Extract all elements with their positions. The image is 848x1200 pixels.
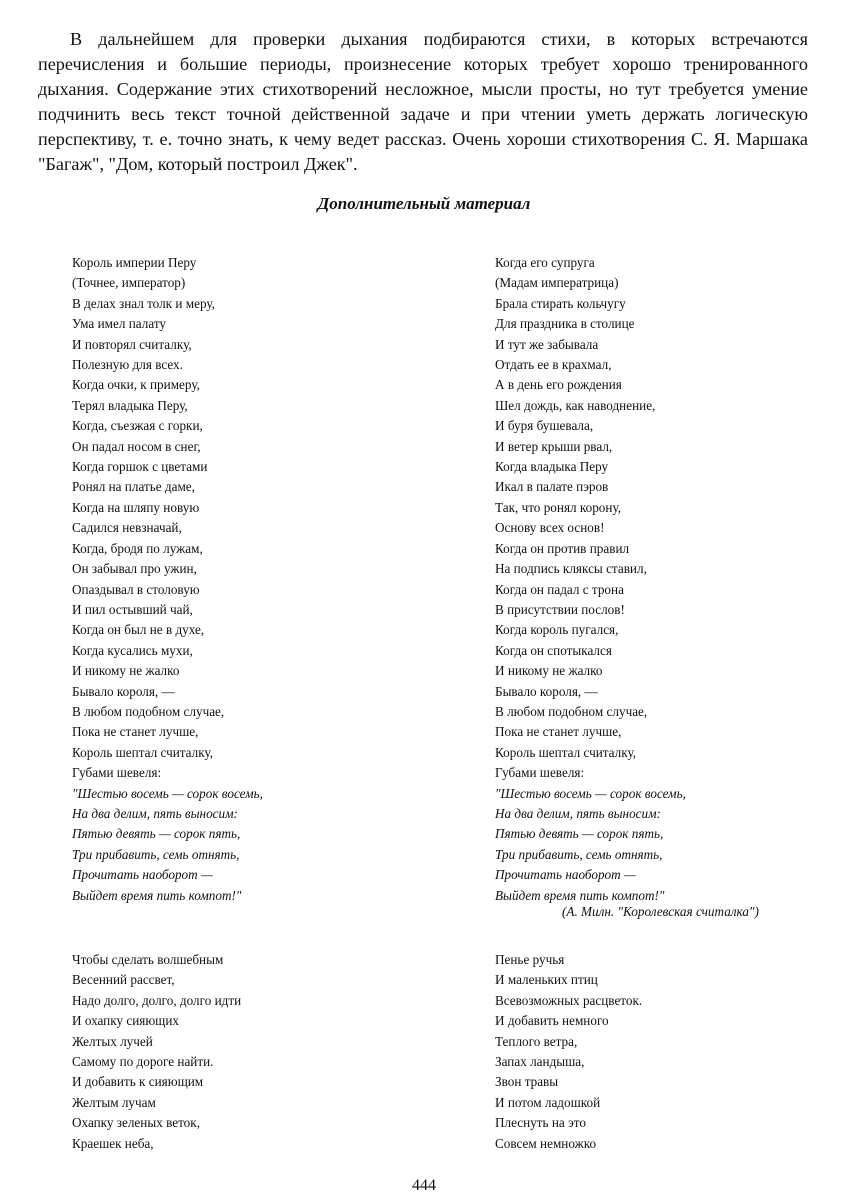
poem-line: Король шептал считалку, <box>495 744 637 760</box>
poem-line: И пил остывший чай, <box>72 601 193 617</box>
poem-line: Когда, бродя по лужам, <box>72 540 203 556</box>
poem-line: Совсем немножко <box>495 1135 597 1151</box>
poem-line: И повторял считалку, <box>72 336 192 352</box>
poem-line: Три прибавить, семь отнять, <box>72 846 240 862</box>
poem-line: Пенье ручья <box>495 952 565 967</box>
poem1-right-column <box>495 253 686 906</box>
poem-line: Когда, съезжая с горки, <box>72 418 203 434</box>
poem-line: И тут же забывала <box>495 336 599 352</box>
poem-line: Опаздывал в столовую <box>72 581 200 597</box>
poem-attribution: (А. Милн. "Королевская считалка") <box>562 904 759 919</box>
poem-line: И потом ладошкой <box>495 1094 601 1110</box>
poem-line: Пока не станет лучше, <box>72 724 199 740</box>
poem-line: Три прибавить, семь отнять, <box>495 846 663 862</box>
poem-line: Звон травы <box>495 1074 559 1090</box>
poem-line: Для праздника в столице <box>495 316 635 332</box>
poem-line: Когда король пугался, <box>495 622 619 638</box>
poem-line: "Шестью восемь — сорок восемь, <box>72 785 263 801</box>
poem-line: Полезную для всех. <box>72 357 183 373</box>
poem-line: (Мадам императрица) <box>495 275 619 291</box>
page-number: 444 <box>412 1177 436 1194</box>
poem-line: Надо долго, долго, долго идти <box>72 992 242 1008</box>
poem-line: Когда на шляпу новую <box>72 499 200 515</box>
poem-line: Когда он падал с трона <box>495 581 624 597</box>
poem-line: Когда он спотыкался <box>495 642 612 658</box>
poem-line: На два делим, пять выносим: <box>72 805 238 821</box>
poem-line: Когда он был не в духе, <box>72 622 205 638</box>
poem-line: Теплого ветра, <box>495 1033 578 1049</box>
poem-line: В присутствии послов! <box>495 601 625 617</box>
poem-line: Выйдет время пить компот!" <box>72 887 242 903</box>
poem-line: Охапку зеленых веток, <box>72 1115 200 1131</box>
poem-line: Губами шевеля: <box>72 765 162 781</box>
poem-line: И охапку сияющих <box>72 1013 179 1029</box>
poem-line: Самому по дороге найти. <box>72 1054 214 1070</box>
poem-line: Пятью девять — сорок пять, <box>495 826 664 842</box>
poem-line: И никому не жалко <box>495 663 603 679</box>
poem-line: Когда кусались мухи, <box>72 642 193 658</box>
poem-line: В делах знал толк и меру, <box>72 295 215 311</box>
poem-line: И добавить к сияющим <box>72 1074 204 1090</box>
poem-line: Садился невзначай, <box>72 520 182 536</box>
intro-paragraph: В дальнейшем для проверки дыхания подбираются стихи, в которых встречаются перечисления и большие периоды, произнесение которых требует хорошо тренированного дыхания. Содержание этих стихотворений несложное, мысли просты, но тут требуется умение подчинить весь текст точной действенной задаче и при чтении уметь держать логическую перспективу, т. е. точно знать, к чему ведет рассказ. Очень хороши стихотворения С. Я. Маршака "Багаж", "Дом, который построил Джек". <box>38 29 808 174</box>
poem-line: Запах ландыша, <box>495 1054 585 1070</box>
poem-line: Ронял на платье даме, <box>72 479 195 495</box>
poem-line: Весенний рассвет, <box>72 972 175 988</box>
poem-line: Он забывал про ужин, <box>72 561 197 577</box>
poem-line: Губами шевеля: <box>495 765 585 781</box>
section-title: Дополнительный материал <box>317 194 531 213</box>
poem-line: Ума имел палату <box>72 316 167 332</box>
poem-line: И ветер крыши рвал, <box>495 438 613 454</box>
poem-line: Шел дождь, как наводнение, <box>495 397 656 413</box>
poem-line: Прочитать наоборот — <box>495 867 636 883</box>
poem-line: Брала стирать кольчугу <box>495 295 626 311</box>
poem1-left-column <box>72 253 263 906</box>
poem-line: Когда он против правил <box>495 540 630 556</box>
poem-line: Так, что ронял корону, <box>495 499 622 515</box>
poem-line: Когда горшок с цветами <box>72 459 208 475</box>
poem-line: Король империи Перу <box>72 255 197 270</box>
poem-line: На два делим, пять выносим: <box>495 805 661 821</box>
poem-line: Терял владыка Перу, <box>72 397 188 413</box>
poem-line: Пятью девять — сорок пять, <box>72 826 241 842</box>
poem-line: Отдать ее в крахмал, <box>495 357 612 373</box>
poem-line: Желтым лучам <box>72 1094 156 1110</box>
poem-line: Желтых лучей <box>72 1033 153 1049</box>
poem-line: Прочитать наоборот — <box>72 867 213 883</box>
poem-line: Основу всех основ! <box>495 520 605 536</box>
poem2-right-column <box>495 950 642 1154</box>
poem-line: Когда владыка Перу <box>495 459 609 475</box>
poem-line: Чтобы сделать волшебным <box>72 952 224 967</box>
poem-line: (Точнее, император) <box>72 275 186 291</box>
poem-line: Бывало короля, — <box>495 683 598 699</box>
poem-line: "Шестью восемь — сорок восемь, <box>495 785 686 801</box>
poem-line: Бывало короля, — <box>72 683 175 699</box>
poem-line: Плеснуть на это <box>495 1115 586 1131</box>
poem-line: И добавить немного <box>495 1013 609 1029</box>
poem2-left-column <box>72 950 241 1154</box>
poem-line: И никому не жалко <box>72 663 180 679</box>
poem-line: Икал в палате пэров <box>495 479 609 495</box>
poem-line: На подпись кляксы ставил, <box>495 561 647 577</box>
poem-line: Король шептал считалку, <box>72 744 214 760</box>
poem-line: Всевозможных расцветок. <box>495 992 643 1008</box>
poem-line: Когда его супруга <box>495 255 595 270</box>
poem-line: Выйдет время пить компот!" <box>495 887 665 903</box>
poem-line: И буря бушевала, <box>495 418 594 434</box>
poem-line: И маленьких птиц <box>495 972 598 988</box>
poem-line: В любом подобном случае, <box>72 703 225 719</box>
poem-line: Он падал носом в снег, <box>72 438 201 454</box>
poem-line: В любом подобном случае, <box>495 703 648 719</box>
poem-line: А в день его рождения <box>495 377 622 393</box>
poem-line: Когда очки, к примеру, <box>72 377 200 393</box>
poem-line: Краешек неба, <box>72 1135 154 1151</box>
poem-line: Пока не станет лучше, <box>495 724 622 740</box>
